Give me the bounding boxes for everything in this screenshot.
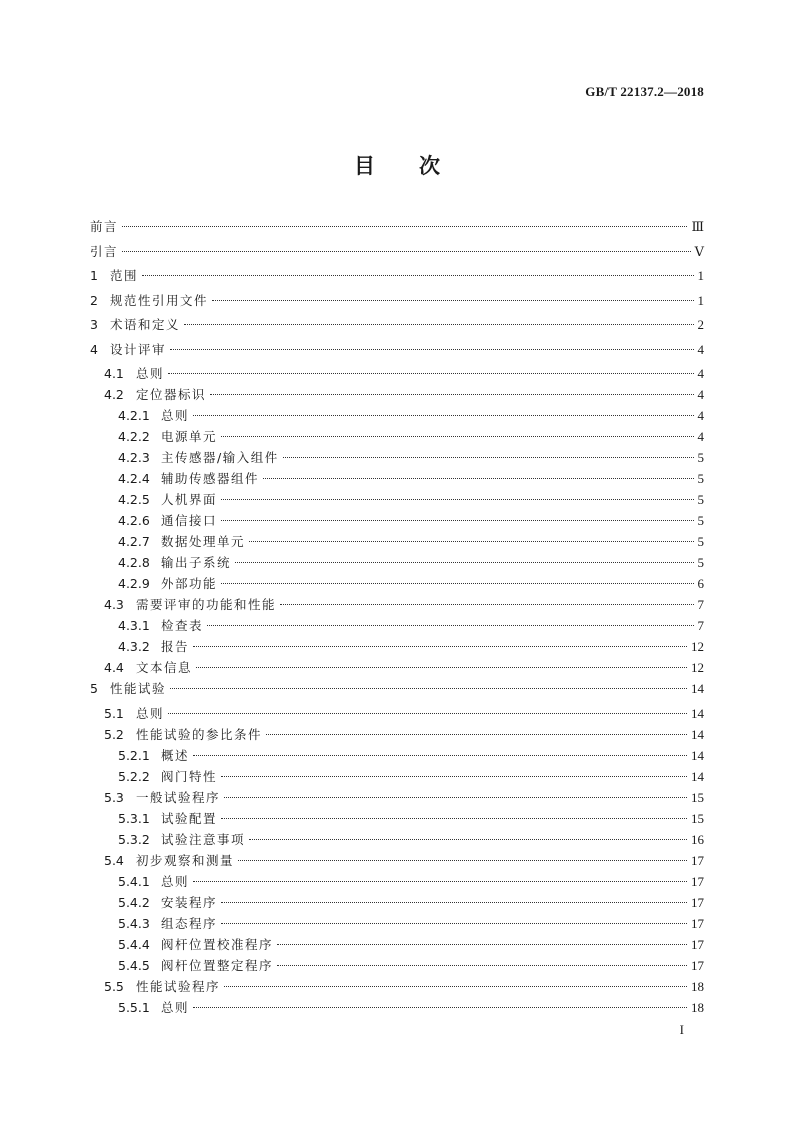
toc-leader-dots bbox=[168, 713, 687, 714]
toc-entry-label: 一般试验程序 bbox=[136, 789, 221, 805]
toc-entry[interactable] bbox=[90, 217, 704, 242]
toc-entry-number: 4.2.3 bbox=[118, 450, 150, 465]
toc-entry[interactable] bbox=[90, 616, 704, 637]
toc-entry-page: 4 bbox=[697, 366, 704, 381]
toc-entry-number: 4.2.8 bbox=[118, 555, 150, 570]
toc-entry-number: 4.2.2 bbox=[118, 429, 150, 444]
toc-entry-page: 15 bbox=[691, 789, 704, 805]
toc-entry-number: 4.2.4 bbox=[118, 471, 150, 486]
toc-leader-dots bbox=[122, 226, 687, 227]
toc-entry-label: 辅助传感器组件 bbox=[161, 471, 260, 486]
toc-entry[interactable] bbox=[90, 893, 704, 914]
toc-leader-dots bbox=[196, 667, 687, 668]
toc-entry-number: 5.4 bbox=[104, 852, 124, 868]
toc-entry-number: 4.3.1 bbox=[118, 618, 150, 633]
toc-entry-page: Ⅴ bbox=[694, 243, 704, 259]
toc-entry-page: 5 bbox=[697, 450, 704, 465]
toc-entry[interactable] bbox=[90, 830, 704, 851]
toc-entry[interactable] bbox=[90, 511, 704, 532]
toc-leader-dots bbox=[277, 965, 687, 966]
toc-entry-page: 14 bbox=[691, 681, 704, 696]
toc-entry-number: 4.2.6 bbox=[118, 513, 150, 528]
toc-entry-label: 电源单元 bbox=[161, 429, 218, 444]
toc-leader-dots bbox=[210, 394, 693, 395]
toc-entry-number: 5.2.1 bbox=[118, 747, 150, 763]
toc-entry-page: 14 bbox=[691, 726, 704, 742]
toc-entry[interactable] bbox=[90, 956, 704, 977]
toc-entry[interactable] bbox=[90, 364, 704, 385]
toc-entry-label: 阀杆位置校准程序 bbox=[161, 936, 274, 952]
toc-entry-number: 4 bbox=[90, 341, 98, 357]
toc-entry-page: 17 bbox=[691, 894, 704, 910]
toc-entry-label: 安装程序 bbox=[161, 894, 218, 910]
toc-entry-label: 外部功能 bbox=[161, 576, 218, 591]
toc-entry-label: 主传感器/输入组件 bbox=[161, 450, 279, 465]
toc-entry[interactable] bbox=[90, 340, 704, 365]
toc-entry-number: 5.4.5 bbox=[118, 957, 150, 973]
toc-leader-dots bbox=[193, 646, 687, 647]
toc-entry-label: 数据处理单元 bbox=[161, 534, 246, 549]
toc-entry-label: 总则 bbox=[161, 999, 190, 1015]
toc-entry-number: 1 bbox=[90, 268, 98, 283]
toc-entry[interactable] bbox=[90, 266, 704, 291]
toc-entry-label: 概述 bbox=[161, 747, 190, 763]
toc-entry[interactable] bbox=[90, 767, 704, 788]
toc-entry-number: 5.3.1 bbox=[118, 810, 150, 826]
toc-entry-page: 1 bbox=[697, 268, 704, 283]
toc-entry[interactable] bbox=[90, 406, 704, 427]
toc-leader-dots bbox=[168, 373, 693, 374]
toc-leader-dots bbox=[122, 251, 691, 252]
toc-leader-dots bbox=[221, 583, 693, 584]
toc-entry-page: 14 bbox=[691, 768, 704, 784]
toc-entry-label: 性能试验程序 bbox=[136, 978, 221, 994]
toc-entry-label: 总则 bbox=[136, 366, 165, 381]
toc-entry-page: 12 bbox=[691, 660, 704, 675]
toc-entry-page: Ⅲ bbox=[691, 219, 704, 234]
toc-entry[interactable] bbox=[90, 595, 704, 616]
toc-entry-page: 5 bbox=[697, 555, 704, 570]
toc-entry-page: 5 bbox=[697, 534, 704, 549]
toc-entry-number: 5.4.4 bbox=[118, 936, 150, 952]
toc-entry-page: 4 bbox=[697, 387, 704, 402]
toc-leader-dots bbox=[193, 415, 693, 416]
toc-entry-label: 范围 bbox=[110, 268, 139, 283]
toc-entry[interactable] bbox=[90, 679, 704, 704]
toc-entry[interactable] bbox=[90, 914, 704, 935]
toc-entry-page: 5 bbox=[697, 513, 704, 528]
toc-entry-page: 6 bbox=[697, 576, 704, 591]
toc-entry-number: 5.4.2 bbox=[118, 894, 150, 910]
toc-entry[interactable] bbox=[90, 658, 704, 679]
toc-entry-label: 性能试验的参比条件 bbox=[136, 726, 263, 742]
toc-entry[interactable] bbox=[90, 427, 704, 448]
toc-entry[interactable] bbox=[90, 291, 704, 316]
toc-entry[interactable] bbox=[90, 851, 704, 872]
toc-entry-page: 5 bbox=[697, 471, 704, 486]
table-of-contents bbox=[90, 217, 704, 1019]
toc-entry[interactable] bbox=[90, 788, 704, 809]
toc-entry[interactable] bbox=[90, 872, 704, 893]
page-number: I bbox=[679, 1022, 684, 1037]
toc-leader-dots bbox=[221, 902, 687, 903]
toc-leader-dots bbox=[224, 986, 687, 987]
toc-entry[interactable] bbox=[90, 746, 704, 767]
toc-entry[interactable] bbox=[90, 469, 704, 490]
toc-entry-label: 通信接口 bbox=[161, 513, 218, 528]
toc-entry-label: 性能试验 bbox=[110, 681, 167, 696]
toc-leader-dots bbox=[249, 541, 693, 542]
toc-title: 目次 bbox=[354, 154, 484, 178]
toc-entry[interactable] bbox=[90, 809, 704, 830]
toc-entry[interactable] bbox=[90, 532, 704, 553]
toc-leader-dots bbox=[221, 436, 693, 437]
toc-entry-number: 5.3 bbox=[104, 789, 124, 805]
toc-leader-dots bbox=[212, 300, 693, 301]
toc-entry-label: 试验注意事项 bbox=[161, 831, 246, 847]
toc-entry-page: 18 bbox=[691, 999, 704, 1015]
toc-leader-dots bbox=[221, 923, 687, 924]
toc-entry-number: 4.2.9 bbox=[118, 576, 150, 591]
toc-leader-dots bbox=[193, 881, 687, 882]
toc-entry-page: 17 bbox=[691, 852, 704, 868]
toc-entry-page: 18 bbox=[691, 978, 704, 994]
toc-entry[interactable] bbox=[90, 935, 704, 956]
toc-leader-dots bbox=[221, 776, 687, 777]
toc-entry-number: 4.4 bbox=[104, 660, 124, 675]
toc-leader-dots bbox=[207, 625, 693, 626]
toc-entry-number: 4.3 bbox=[104, 597, 124, 612]
toc-entry[interactable] bbox=[90, 977, 704, 998]
toc-entry-label: 设计评审 bbox=[110, 341, 167, 357]
toc-entry-page: 17 bbox=[691, 873, 704, 889]
toc-leader-dots bbox=[283, 457, 694, 458]
toc-leader-dots bbox=[170, 349, 693, 350]
toc-entry-label: 定位器标识 bbox=[136, 387, 207, 402]
toc-entry[interactable] bbox=[90, 704, 704, 725]
toc-entry-number: 5 bbox=[90, 681, 98, 696]
toc-leader-dots bbox=[221, 818, 687, 819]
toc-entry[interactable] bbox=[90, 385, 704, 406]
toc-entry-page: 4 bbox=[697, 408, 704, 423]
toc-leader-dots bbox=[266, 734, 687, 735]
toc-entry-number: 5.2.2 bbox=[118, 768, 150, 784]
toc-entry-number: 4.2.1 bbox=[118, 408, 150, 423]
toc-leader-dots bbox=[193, 1007, 687, 1008]
toc-entry[interactable] bbox=[90, 490, 704, 511]
toc-entry-label: 总则 bbox=[161, 408, 190, 423]
toc-entry-label: 输出子系统 bbox=[161, 555, 232, 570]
toc-leader-dots bbox=[263, 478, 693, 479]
toc-leader-dots bbox=[193, 755, 687, 756]
toc-entry-label: 报告 bbox=[161, 639, 190, 654]
toc-entry-number: 5.5 bbox=[104, 978, 124, 994]
toc-entry[interactable] bbox=[90, 725, 704, 746]
toc-entry-page: 12 bbox=[691, 639, 704, 654]
toc-leader-dots bbox=[221, 520, 693, 521]
toc-entry-number: 5.3.2 bbox=[118, 831, 150, 847]
toc-leader-dots bbox=[238, 860, 687, 861]
toc-leader-dots bbox=[184, 324, 693, 325]
toc-entry-page: 7 bbox=[697, 618, 704, 633]
toc-leader-dots bbox=[249, 839, 687, 840]
toc-entry-label: 规范性引用文件 bbox=[110, 292, 209, 308]
toc-entry-page: 14 bbox=[691, 747, 704, 763]
toc-entry-number: 5.5.1 bbox=[118, 999, 150, 1015]
toc-entry[interactable] bbox=[90, 315, 704, 340]
toc-entry[interactable] bbox=[90, 998, 704, 1019]
toc-entry-label: 组态程序 bbox=[161, 915, 218, 931]
toc-entry-label: 初步观察和测量 bbox=[136, 852, 235, 868]
toc-entry-label: 术语和定义 bbox=[110, 317, 181, 332]
toc-entry-label: 检查表 bbox=[161, 618, 204, 633]
toc-entry-label: 需要评审的功能和性能 bbox=[136, 597, 277, 612]
toc-entry-page: 17 bbox=[691, 936, 704, 952]
toc-entry-page: 4 bbox=[697, 429, 704, 444]
toc-entry-label: 总则 bbox=[161, 873, 190, 889]
toc-entry-page: 16 bbox=[691, 831, 704, 847]
toc-entry-number: 4.2.5 bbox=[118, 492, 150, 507]
toc-entry-page: 4 bbox=[697, 341, 704, 357]
toc-entry-label: 试验配置 bbox=[161, 810, 218, 826]
toc-entry-page: 17 bbox=[691, 915, 704, 931]
toc-entry-page: 7 bbox=[697, 597, 704, 612]
toc-entry-page: 15 bbox=[691, 810, 704, 826]
toc-leader-dots bbox=[170, 688, 687, 689]
toc-entry-page: 14 bbox=[691, 705, 704, 721]
toc-entry-label: 前言 bbox=[90, 219, 119, 234]
toc-entry-number: 5.1 bbox=[104, 705, 124, 721]
toc-entry-label: 总则 bbox=[136, 705, 165, 721]
toc-entry[interactable] bbox=[90, 448, 704, 469]
toc-entry[interactable] bbox=[90, 553, 704, 574]
toc-entry-label: 阀杆位置整定程序 bbox=[161, 957, 274, 973]
standard-code: GB/T 22137.2—2018 bbox=[585, 84, 704, 99]
toc-entry[interactable] bbox=[90, 637, 704, 658]
toc-entry-page: 5 bbox=[697, 492, 704, 507]
toc-entry-label: 文本信息 bbox=[136, 660, 193, 675]
toc-leader-dots bbox=[221, 499, 693, 500]
toc-leader-dots bbox=[280, 604, 693, 605]
toc-entry-page: 17 bbox=[691, 957, 704, 973]
toc-entry-number: 4.2 bbox=[104, 387, 124, 402]
toc-entry-number: 5.4.1 bbox=[118, 873, 150, 889]
toc-entry-number: 3 bbox=[90, 317, 98, 332]
toc-entry-number: 5.2 bbox=[104, 726, 124, 742]
toc-entry-page: 1 bbox=[697, 292, 704, 308]
toc-leader-dots bbox=[142, 275, 693, 276]
toc-entry[interactable] bbox=[90, 242, 704, 267]
toc-entry-label: 人机界面 bbox=[161, 492, 218, 507]
toc-entry-page: 2 bbox=[697, 317, 704, 332]
toc-leader-dots bbox=[224, 797, 687, 798]
toc-entry-number: 4.1 bbox=[104, 366, 124, 381]
toc-entry-number: 4.3.2 bbox=[118, 639, 150, 654]
toc-entry[interactable] bbox=[90, 574, 704, 595]
toc-leader-dots bbox=[277, 944, 687, 945]
toc-entry-number: 5.4.3 bbox=[118, 915, 150, 931]
toc-entry-label: 阀门特性 bbox=[161, 768, 218, 784]
toc-leader-dots bbox=[235, 562, 693, 563]
toc-entry-number: 4.2.7 bbox=[118, 534, 150, 549]
toc-entry-label: 引言 bbox=[90, 243, 119, 259]
toc-entry-number: 2 bbox=[90, 292, 98, 308]
